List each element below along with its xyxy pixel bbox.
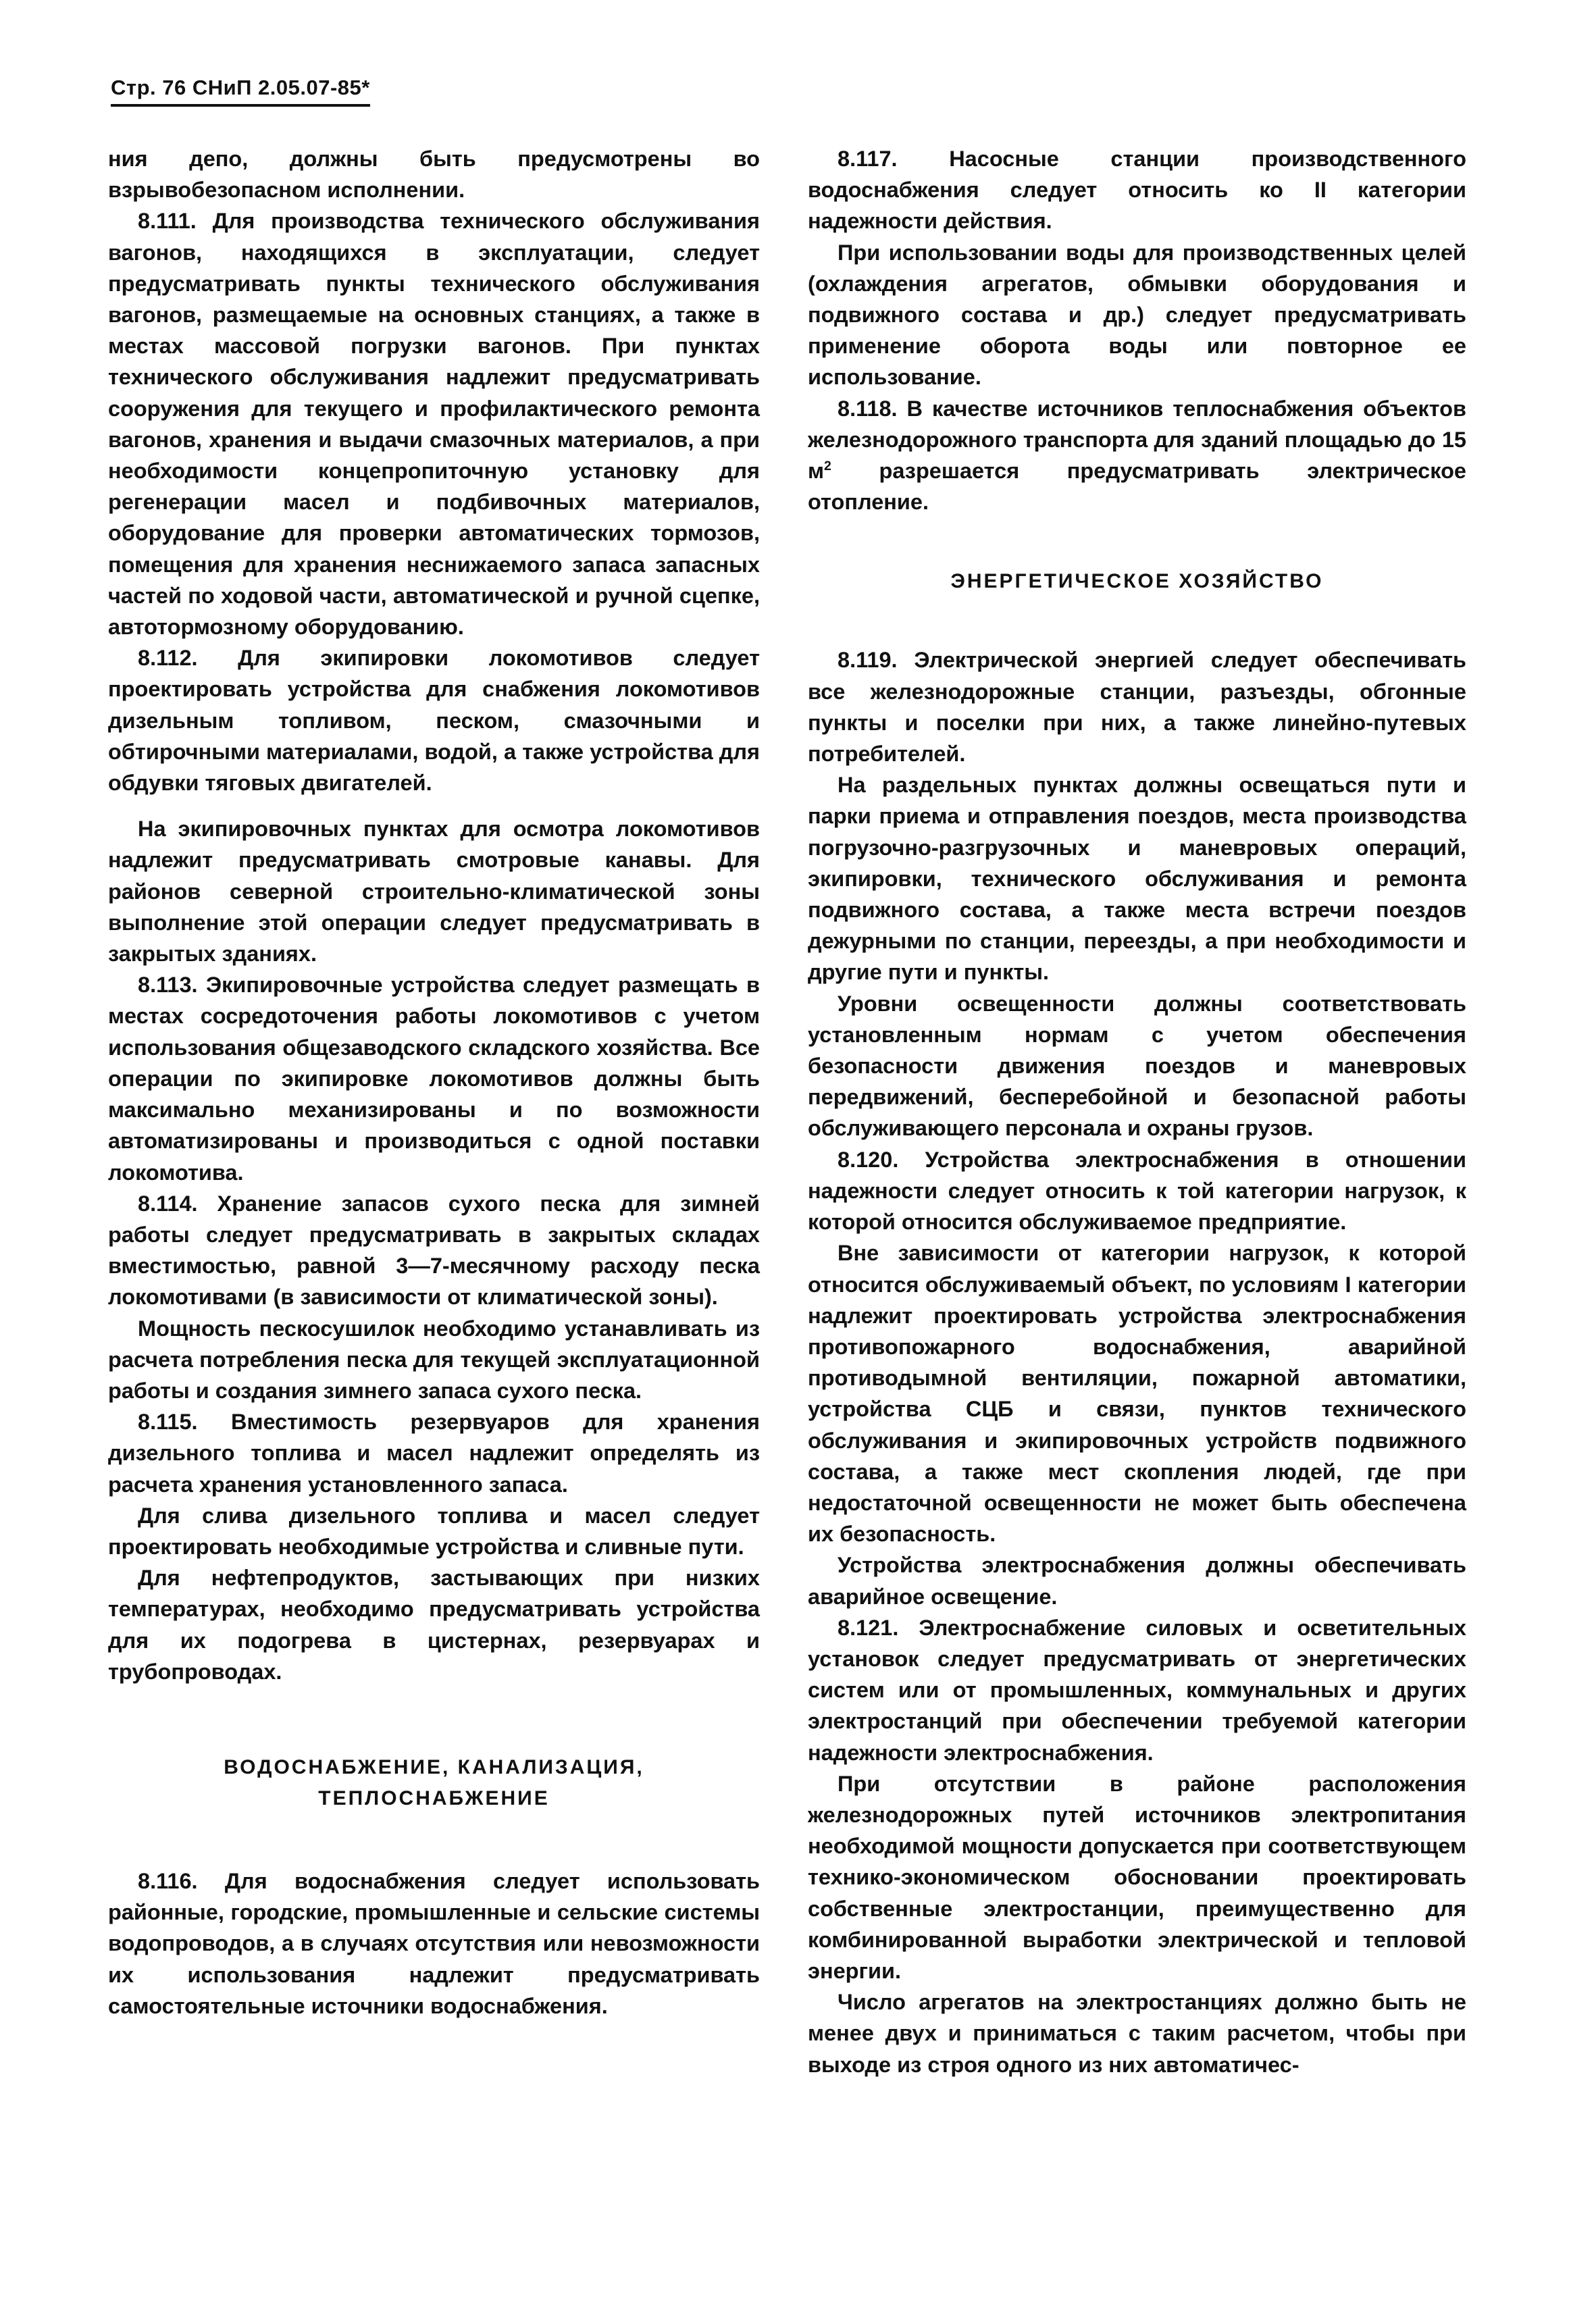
clause-number: 8.115. — [138, 1410, 198, 1435]
clause-number: 8.120. — [838, 1147, 899, 1172]
clause-text: Насосные станции производственного водоснабжения следует относить ко II категории надежности действия. — [808, 147, 1466, 234]
clause-text: Хранение запасов сухого песка для зимней работы следует предусматривать в закрытых складах вместимостью, равной 3—7-месячному расходу песка локомотивами (в зависимости от климатической зоны). — [108, 1191, 760, 1310]
clause-number: 8.112. — [138, 646, 198, 671]
paragraph — [108, 143, 760, 205]
paragraph — [808, 1986, 1466, 2080]
section-heading-water — [108, 1752, 760, 1814]
left-paragraphs-after — [108, 1866, 760, 2022]
clause-text: Для слива дизельного топлива и масел следует проектировать необходимые устройства и сливные пути. — [108, 1503, 760, 1559]
heading-line-1: ВОДОСНАБЖЕНИЕ, КАНАЛИЗАЦИЯ, — [224, 1755, 644, 1778]
clause-text: Уровни освещенности должны соответствовать установленным нормам с учетом обеспечения безопасности движения поездов и маневровых передвижений, бесперебойной и безопасной работы обслуживающего персонала и охраны грузов. — [808, 991, 1466, 1141]
paragraph — [108, 969, 760, 1187]
left-column — [108, 143, 760, 2022]
section-heading-energy: ЭНЕРГЕТИЧЕСКОЕ ХОЗЯЙСТВО — [950, 570, 1324, 593]
paragraph — [108, 1866, 760, 2022]
paragraph — [808, 143, 1466, 237]
clause-text: Экипировочные устройства следует размещать в местах сосредоточения работы локомотивов с учетом использования общезаводского складского хозяйства. Все операции по экипировке локомотивов должны быть максимально механизированы и по возможности автоматизированы и производиться с одной поставки локомотива. — [108, 973, 760, 1185]
paragraph — [808, 1237, 1466, 1549]
clause-text: На раздельных пунктах должны освещаться пути и парки приема и отправления поездов, места производства погрузочно-разгрузочных и маневровых операций, экипировки, технического обслуживания и ремонта подвижного состава, а также места встречи поездов дежурными по станции, переезды, а при необходимости и другие пути и пункты. — [808, 773, 1466, 985]
clause-number: 8.121. — [838, 1615, 899, 1640]
paragraph — [108, 642, 760, 798]
clause-text: Мощность пескосушилок необходимо устанавливать из расчета потребления песка для текущей эксплуатационной работы и создания зимнего запаса сухого песка. — [108, 1316, 760, 1403]
paragraph — [108, 1562, 760, 1687]
clause-text: При использовании воды для производственных целей (охлаждения агрегатов, обмывки оборудования и подвижного состава и др.) следует предусматривать применение оборота воды или повторное ее использование. — [808, 240, 1466, 390]
clause-number: 8.119. — [838, 648, 898, 673]
clause-text: Вне зависимости от категории нагрузок, к которой относится обслуживаемый объект, по условиям I категории надлежит проектировать устройства электроснабжения противопожарного водоснабжения, аварийной противодымной вентиляции, пожарной автоматики, устройства СЦБ и связи, пунктов технического обслуживания и экипировочных устройств подвижного состава, а также мест скопления людей, где при недостаточной освещенности не может быть обеспечена их безопасность. — [808, 1241, 1466, 1547]
clause-number: 8.113. — [138, 973, 198, 998]
right-column — [808, 143, 1466, 2080]
clause-number: 8.114. — [138, 1191, 198, 1216]
clause-text: В качестве источников теплоснабжения объектов железнодорожного транспорта для зданий площадью до 15 м — [808, 396, 1466, 484]
paragraph — [808, 769, 1466, 987]
clause-text: Для нефтепродуктов, застывающих при низких температурах, необходимо предусматривать устройства для их подогрева в цистернах, резервуарах и трубопроводах. — [108, 1566, 760, 1684]
clause-number: 8.111. — [138, 209, 197, 234]
left-paragraphs — [108, 143, 760, 1687]
paragraph — [108, 1188, 760, 1313]
page-header: Стр. 76 СНиП 2.05.07-85* — [111, 76, 370, 107]
paragraph — [808, 1549, 1466, 1612]
clause-text-cont: разрешается предусматривать электрическое отопление. — [808, 459, 1466, 515]
clause-text: Вместимость резервуаров для хранения дизельного топлива и масел надлежит определять из расчета хранения установленного запаса. — [108, 1410, 760, 1497]
heading-line-2: ТЕПЛОСНАБЖЕНИЕ — [318, 1786, 550, 1809]
clause-text: Для экипировки локомотивов следует проектировать устройства для снабжения локомотивов дизельным топливом, песком, смазочными и обтирочными материалами, водой, а также устройства для обдувки тяговых двигателей. — [108, 646, 760, 796]
right-paragraphs — [808, 143, 1466, 393]
paragraph — [808, 1612, 1466, 1768]
clause-text: Электроснабжение силовых и осветительных установок следует предусматривать от энергетических систем или от промышленных, коммунальных и других электростанций при обеспечении требуемой категории надежности электроснабжения. — [808, 1615, 1466, 1765]
paragraph — [108, 1500, 760, 1562]
superscript: 2 — [824, 459, 831, 474]
paragraph — [808, 237, 1466, 393]
clause-text: На экипировочных пунктах для осмотра локомотивов надлежит предусматривать смотровые канавы. Для районов северной строительно-климатической зоны выполнение этой операции следует предусматривать в закрытых зданиях. — [108, 817, 760, 967]
clause-number: 8.117. — [838, 147, 898, 171]
clause-text: При отсутствии в районе расположения железнодорожных путей источников электропитания необходимой мощности допускается при соответствующем технико-экономическом обосновании проектировать собственные электростанции, преимущественно для комбинированной выработки электрической и тепловой энергии. — [808, 1771, 1466, 1983]
paragraph — [108, 1406, 760, 1500]
clause-text: ния депо, должны быть предусмотрены во взрывобезопасном исполнении. — [108, 147, 760, 203]
paragraph — [108, 1313, 760, 1407]
paragraph — [808, 1144, 1466, 1238]
paragraph — [808, 644, 1466, 769]
paragraph — [808, 988, 1466, 1144]
clause-text: Число агрегатов на электростанциях должно быть не менее двух и приниматься с таким расчетом, чтобы при выходе из строя одного из них автоматичес- — [808, 1990, 1466, 2077]
clause-text: Для производства технического обслуживания вагонов, находящихся в эксплуатации, следует предусматривать пункты технического обслуживания вагонов, размещаемые на основных станциях, а также в местах массовой погрузки вагонов. При пунктах технического обслуживания надлежит предусматривать сооружения для текущего и профилактического ремонта вагонов, хранения и выдачи смазочных материалов, а при необходимости концепропиточную установку для регенерации масел и подбивочных материалов, оборудование для проверки автоматических тормозов, помещения для хранения неснижаемого запаса запасных частей по ходовой части, автоматической и ручной сцепке, автотормозному оборудованию. — [108, 209, 760, 640]
paragraph — [808, 1768, 1466, 1986]
clause-text: Устройства электроснабжения в отношении надежности следует относить к той категории нагрузок, к которой относится обслуживаемое предприятие. — [808, 1147, 1466, 1235]
paragraph-8-118 — [808, 393, 1466, 518]
clause-text: Устройства электроснабжения должны обеспечивать аварийное освещение. — [808, 1553, 1466, 1609]
paragraph — [108, 813, 760, 969]
clause-text: Электрической энергией следует обеспечивать все железнодорожные станции, разъезды, обгонные пункты и поселки при них, а также линейно-путевых потребителей. — [808, 648, 1467, 767]
paragraph — [108, 205, 760, 642]
clause-number: 8.116. — [138, 1868, 198, 1893]
clause-number: 8.118. — [838, 396, 898, 421]
right-paragraphs-after — [808, 644, 1466, 2080]
clause-text: Для водоснабжения следует использовать районные, городские, промышленные и сельские системы водопроводов, а в случаях отсутствия или невозможности их использования надлежит предусматривать самостоятельные источники водоснабжения. — [108, 1868, 761, 2018]
